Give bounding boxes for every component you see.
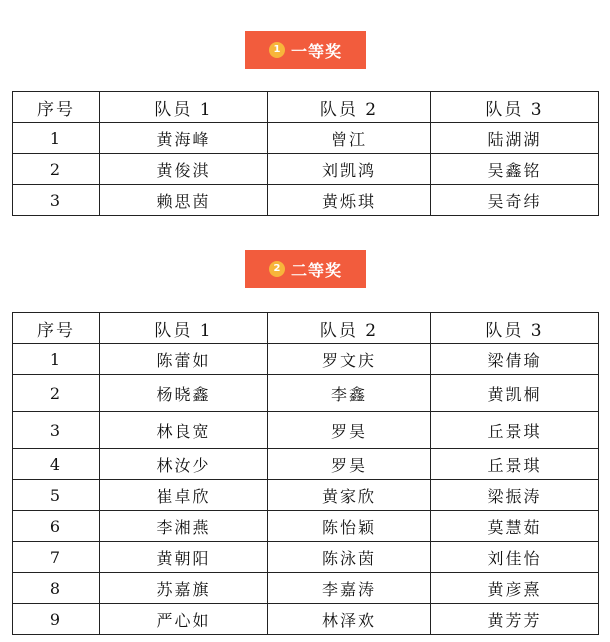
table-row [13,573,599,604]
row-index: 2 [13,154,100,185]
member-1: 黄俊淇 [100,154,268,185]
member-1: 黄海峰 [100,123,268,154]
header-member-1: 队员 1 [100,92,268,123]
table-row [13,604,599,635]
member-1: 林良宽 [100,412,268,449]
member-1: 崔卓欣 [100,480,268,511]
member-3: 黄凯桐 [431,375,599,412]
member-2: 黄家欣 [268,480,431,511]
member-1: 赖思茵 [100,185,268,216]
member-2: 罗昊 [268,449,431,480]
first-prize-table [12,91,599,216]
row-index: 2 [13,375,100,412]
first-prize-title: 一等奖 [290,41,342,61]
member-1: 陈蕾如 [100,344,268,375]
second-prize-title: 二等奖 [290,260,342,280]
row-index: 6 [13,511,100,542]
member-2: 罗昊 [268,412,431,449]
header-member-1: 队员 1 [100,313,268,344]
table-header-row [13,92,599,123]
member-3: 吴奇纬 [431,185,599,216]
table-row [13,123,599,154]
table-header-row [13,313,599,344]
row-index: 4 [13,449,100,480]
row-index: 3 [13,412,100,449]
member-2: 李鑫 [268,375,431,412]
member-3: 丘景琪 [431,412,599,449]
member-2: 陈泳茵 [268,542,431,573]
table-row [13,542,599,573]
table-row [13,344,599,375]
member-1: 杨晓鑫 [100,375,268,412]
header-index: 序号 [13,92,100,123]
header-member-3: 队员 3 [431,92,599,123]
member-3: 陆湖湖 [431,123,599,154]
member-3: 丘景琪 [431,449,599,480]
table-row [13,185,599,216]
row-index: 1 [13,123,100,154]
member-2: 李嘉涛 [268,573,431,604]
row-index: 8 [13,573,100,604]
header-member-3: 队员 3 [431,313,599,344]
member-3: 梁振涛 [431,480,599,511]
member-2: 刘凯鸿 [268,154,431,185]
member-3: 黄芳芳 [431,604,599,635]
table-row [13,412,599,449]
table-row [13,375,599,412]
member-3: 黄彦熹 [431,573,599,604]
first-prize-badge [245,31,366,69]
member-1: 严心如 [100,604,268,635]
member-2: 陈怡颖 [268,511,431,542]
number-2-icon: 2 [269,261,285,277]
number-1-icon: 1 [269,42,285,58]
row-index: 1 [13,344,100,375]
table-row [13,449,599,480]
second-prize-badge [245,250,366,288]
header-member-2: 队员 2 [268,313,431,344]
member-2: 黄烁琪 [268,185,431,216]
member-3: 梁倩瑜 [431,344,599,375]
table-row [13,511,599,542]
header-member-2: 队员 2 [268,92,431,123]
member-2: 罗文庆 [268,344,431,375]
member-1: 黄朝阳 [100,542,268,573]
row-index: 9 [13,604,100,635]
member-2: 林泽欢 [268,604,431,635]
row-index: 5 [13,480,100,511]
table-row [13,480,599,511]
member-3: 莫慧茹 [431,511,599,542]
member-3: 刘佳怡 [431,542,599,573]
member-2: 曾江 [268,123,431,154]
member-1: 李湘燕 [100,511,268,542]
header-index: 序号 [13,313,100,344]
member-3: 吴鑫铭 [431,154,599,185]
row-index: 3 [13,185,100,216]
row-index: 7 [13,542,100,573]
table-row [13,154,599,185]
member-1: 苏嘉旗 [100,573,268,604]
member-1: 林汝少 [100,449,268,480]
second-prize-table [12,312,599,635]
